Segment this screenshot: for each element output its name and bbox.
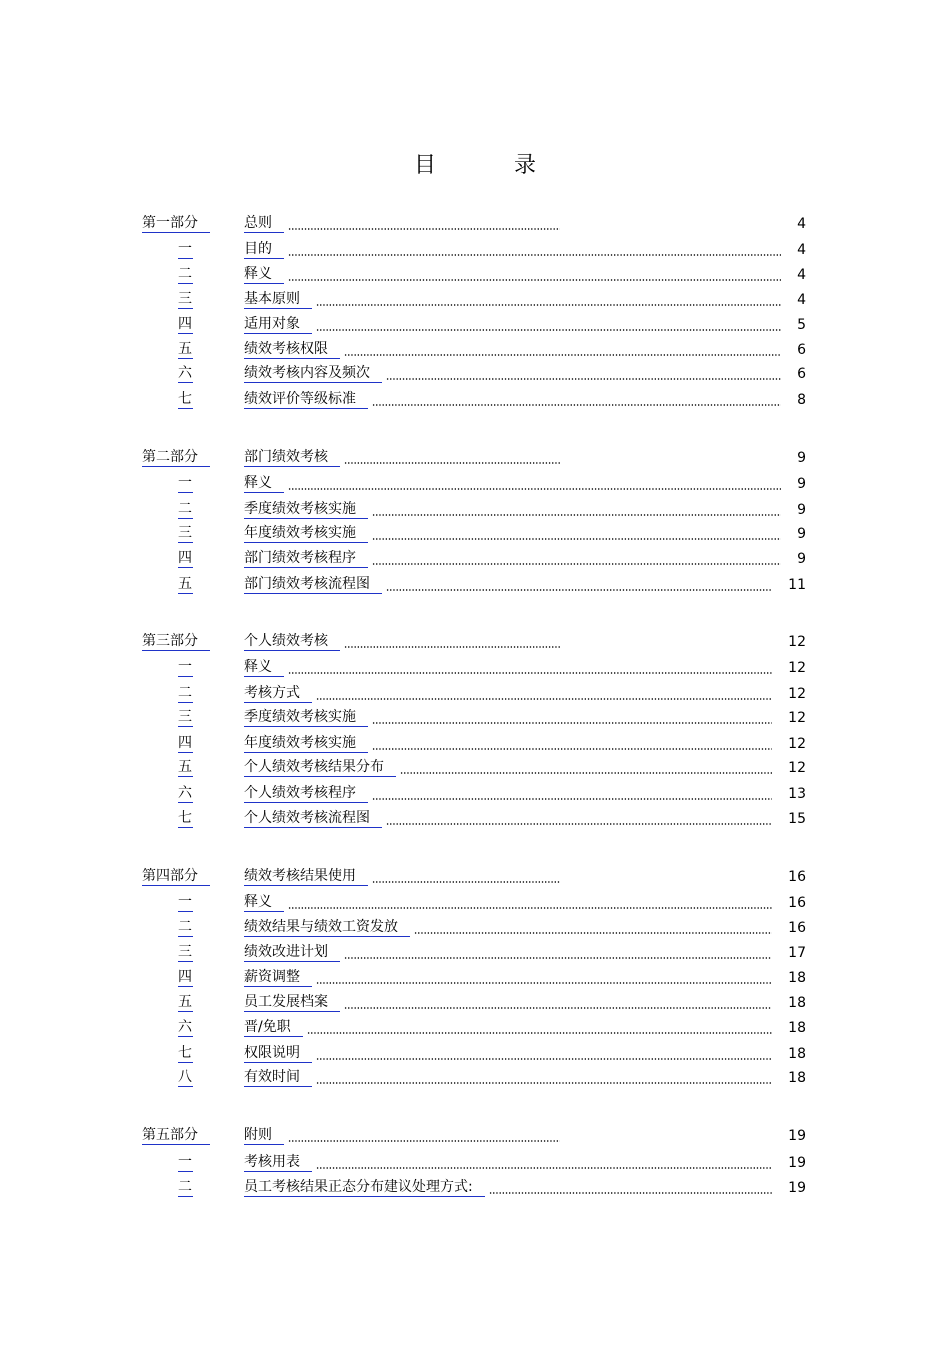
toc-page-number: 16 [788, 920, 806, 936]
toc-part-row[interactable] [0, 632, 950, 652]
toc-entry-row[interactable] [0, 943, 950, 963]
toc-page-number: 4 [797, 216, 806, 232]
toc-number[interactable]: 第三部分 [142, 632, 210, 651]
toc-title[interactable]: 释义 [244, 474, 284, 493]
toc-title[interactable]: 绩效考核内容及频次 [244, 364, 382, 383]
toc-leader-dots [316, 982, 772, 984]
toc-title[interactable]: 目的 [244, 240, 284, 259]
toc-entry-row[interactable] [0, 993, 950, 1013]
toc-part-row[interactable] [0, 1126, 950, 1146]
toc-title[interactable]: 薪资调整 [244, 968, 312, 987]
toc-entry-row[interactable] [0, 658, 950, 678]
toc-title[interactable]: 基本原则 [244, 290, 312, 309]
toc-title[interactable]: 附则 [244, 1126, 284, 1145]
toc-page-number: 11 [788, 577, 806, 593]
toc-page-number: 6 [797, 366, 806, 382]
toc-leader-dots [414, 932, 772, 934]
toc-number[interactable]: 三 [178, 525, 192, 541]
toc-number[interactable]: 五 [178, 341, 192, 357]
toc-page-number: 18 [788, 995, 806, 1011]
toc-number[interactable]: 二 [178, 501, 192, 517]
toc-entry-row[interactable] [0, 474, 950, 494]
toc-number[interactable]: 五 [178, 994, 192, 1010]
toc-page-number: 9 [797, 502, 806, 518]
toc-title[interactable]: 绩效改进计划 [244, 943, 340, 962]
toc-title[interactable]: 年度绩效考核实施 [244, 524, 368, 543]
toc-number[interactable]: 二 [178, 919, 192, 935]
toc-number[interactable]: 五 [178, 759, 192, 775]
toc-page-number: 12 [788, 736, 806, 752]
toc-title[interactable]: 年度绩效考核实施 [244, 734, 368, 753]
toc-entry-row[interactable] [0, 575, 950, 595]
toc-page-number: 5 [797, 317, 806, 333]
toc-page-number: 9 [797, 450, 806, 466]
toc-leader-dots [372, 404, 781, 406]
toc-title[interactable]: 绩效考核结果使用 [244, 867, 368, 886]
toc-entry-row[interactable] [0, 708, 950, 728]
toc-page-number: 15 [788, 811, 806, 827]
toc-title[interactable]: 绩效考核权限 [244, 340, 340, 359]
toc-leader-dots [344, 462, 560, 464]
toc-page-number: 4 [797, 242, 806, 258]
toc-number[interactable]: 四 [178, 735, 192, 751]
toc-title[interactable]: 部门绩效考核程序 [244, 549, 368, 568]
toc-leader-dots [316, 1058, 772, 1060]
toc-leader-dots [372, 563, 781, 565]
toc-page-number: 16 [788, 895, 806, 911]
toc-number[interactable]: 一 [178, 475, 192, 491]
toc-page-number: 8 [797, 392, 806, 408]
toc-page-number: 19 [788, 1180, 806, 1196]
toc-leader-dots [489, 1192, 772, 1194]
toc-page-number: 12 [788, 760, 806, 776]
toc-page-number: 18 [788, 1046, 806, 1062]
toc-entry-row[interactable] [0, 758, 950, 778]
toc-page-number: 17 [788, 945, 806, 961]
toc-number[interactable]: 七 [178, 810, 192, 826]
toc-page-number: 9 [797, 526, 806, 542]
toc-leader-dots [316, 1082, 772, 1084]
toc-title[interactable]: 个人绩效考核结果分布 [244, 758, 396, 777]
toc-page-number: 18 [788, 1020, 806, 1036]
toc-title[interactable]: 释义 [244, 893, 284, 912]
toc-leader-dots [344, 354, 781, 356]
toc-number[interactable]: 第一部分 [142, 214, 210, 233]
toc-leader-dots [307, 1032, 772, 1034]
toc-page-number: 12 [788, 634, 806, 650]
toc-title[interactable]: 释义 [244, 658, 284, 677]
toc-entry-row[interactable] [0, 524, 950, 544]
toc-part-row[interactable] [0, 448, 950, 468]
toc-title[interactable]: 绩效评价等级标准 [244, 390, 368, 409]
toc-number[interactable]: 三 [178, 291, 192, 307]
toc-number[interactable]: 四 [178, 550, 192, 566]
toc-number[interactable]: 第五部分 [142, 1126, 210, 1145]
toc-title[interactable]: 考核方式 [244, 684, 312, 703]
toc-title[interactable]: 季度绩效考核实施 [244, 708, 368, 727]
toc-entry-row[interactable] [0, 684, 950, 704]
toc-title[interactable]: 个人绩效考核程序 [244, 784, 368, 803]
toc-leader-dots [288, 279, 781, 281]
toc-title[interactable]: 绩效结果与绩效工资发放 [244, 918, 410, 937]
toc-part-row[interactable] [0, 214, 950, 234]
toc-page-number: 13 [788, 786, 806, 802]
toc-leader-dots [386, 378, 781, 380]
toc-leader-dots [288, 907, 772, 909]
toc-entry-row[interactable] [0, 968, 950, 988]
toc-leader-dots [344, 1007, 772, 1009]
toc-entry-row[interactable] [0, 390, 950, 410]
toc-title[interactable]: 权限说明 [244, 1044, 312, 1063]
toc-entry-row[interactable] [0, 893, 950, 913]
toc-page-number: 9 [797, 476, 806, 492]
toc-entry-row[interactable] [0, 240, 950, 260]
toc-page-number: 18 [788, 1070, 806, 1086]
toc-page-number: 12 [788, 710, 806, 726]
toc-number[interactable]: 三 [178, 944, 192, 960]
toc-entry-row[interactable] [0, 809, 950, 829]
toc-number[interactable]: 六 [178, 1019, 192, 1035]
toc-entry-row[interactable] [0, 1068, 950, 1088]
toc-leader-dots [344, 646, 560, 648]
toc-number[interactable]: 六 [178, 785, 192, 801]
toc-number[interactable]: 一 [178, 894, 192, 910]
toc-page-number: 4 [797, 292, 806, 308]
toc-leader-dots [288, 488, 781, 490]
toc-number[interactable]: 五 [178, 576, 192, 592]
toc-page-number: 6 [797, 342, 806, 358]
toc-leader-dots [372, 722, 772, 724]
toc-entry-row[interactable] [0, 549, 950, 569]
toc-leader-dots [316, 329, 781, 331]
toc-title[interactable]: 考核用表 [244, 1153, 312, 1172]
toc-leader-dots [372, 798, 772, 800]
toc-leader-dots [316, 304, 781, 306]
toc-leader-dots [288, 228, 560, 230]
toc-page-number: 9 [797, 551, 806, 567]
toc-leader-dots [344, 957, 772, 959]
toc-entry-row[interactable] [0, 265, 950, 285]
toc-leader-dots [316, 698, 772, 700]
toc-page-number: 19 [788, 1155, 806, 1171]
toc-leader-dots [372, 514, 781, 516]
toc-page-number: 18 [788, 970, 806, 986]
toc-title[interactable]: 有效时间 [244, 1068, 312, 1087]
toc-number[interactable]: 七 [178, 1045, 192, 1061]
toc-leader-dots [288, 254, 781, 256]
toc-entry-row[interactable] [0, 1018, 950, 1038]
toc-number[interactable]: 七 [178, 391, 192, 407]
toc-title[interactable]: 员工发展档案 [244, 993, 340, 1012]
toc-entry-row[interactable] [0, 1153, 950, 1173]
toc-page-number: 12 [788, 660, 806, 676]
toc-number[interactable]: 二 [178, 266, 192, 282]
toc-number[interactable]: 六 [178, 365, 192, 381]
toc-entry-row[interactable] [0, 500, 950, 520]
toc-leader-dots [316, 1167, 772, 1169]
toc-number[interactable]: 四 [178, 969, 192, 985]
toc-title[interactable]: 释义 [244, 265, 284, 284]
toc-leader-dots [386, 823, 772, 825]
toc-page-number: 4 [797, 267, 806, 283]
toc-title[interactable]: 个人绩效考核流程图 [244, 809, 382, 828]
toc-entry-row[interactable] [0, 315, 950, 335]
toc-page-number: 16 [788, 869, 806, 885]
toc-leader-dots [288, 672, 772, 674]
toc-entry-row[interactable] [0, 1044, 950, 1064]
toc-entry-row[interactable] [0, 734, 950, 754]
toc-number[interactable]: 八 [178, 1069, 192, 1085]
toc-number[interactable]: 二 [178, 685, 192, 701]
toc-number[interactable]: 三 [178, 709, 192, 725]
toc-title[interactable]: 季度绩效考核实施 [244, 500, 368, 519]
toc-title[interactable]: 部门绩效考核流程图 [244, 575, 382, 594]
toc-entry-row[interactable] [0, 918, 950, 938]
toc-number[interactable]: 一 [178, 1154, 192, 1170]
toc-title[interactable]: 个人绩效考核 [244, 632, 340, 651]
toc-leader-dots [400, 772, 772, 774]
page-title: 目 录 [413, 153, 564, 178]
toc-entry-row[interactable] [0, 340, 950, 360]
toc-number[interactable]: 一 [178, 241, 192, 257]
toc-page-number: 12 [788, 686, 806, 702]
toc-entry-row[interactable] [0, 784, 950, 804]
toc-title[interactable]: 员工考核结果正态分布建议处理方式: [244, 1178, 485, 1197]
toc-title[interactable]: 适用对象 [244, 315, 312, 334]
toc-number[interactable]: 第二部分 [142, 448, 210, 467]
toc-leader-dots [288, 1140, 560, 1142]
toc-leader-dots [372, 748, 772, 750]
toc-number[interactable]: 第四部分 [142, 867, 210, 886]
toc-leader-dots [386, 589, 772, 591]
toc-title[interactable]: 部门绩效考核 [244, 448, 340, 467]
toc-entry-row[interactable] [0, 364, 950, 384]
toc-title[interactable]: 晋/免职 [244, 1018, 303, 1037]
toc-leader-dots [372, 538, 781, 540]
toc-title[interactable]: 总则 [244, 214, 284, 233]
toc-number[interactable]: 四 [178, 316, 192, 332]
toc-page-number: 19 [788, 1128, 806, 1144]
toc-number[interactable]: 一 [178, 659, 192, 675]
toc-entry-row[interactable] [0, 1178, 950, 1198]
toc-number[interactable]: 二 [178, 1179, 192, 1195]
toc-part-row[interactable] [0, 867, 950, 887]
toc-entry-row[interactable] [0, 290, 950, 310]
toc-leader-dots [372, 881, 560, 883]
